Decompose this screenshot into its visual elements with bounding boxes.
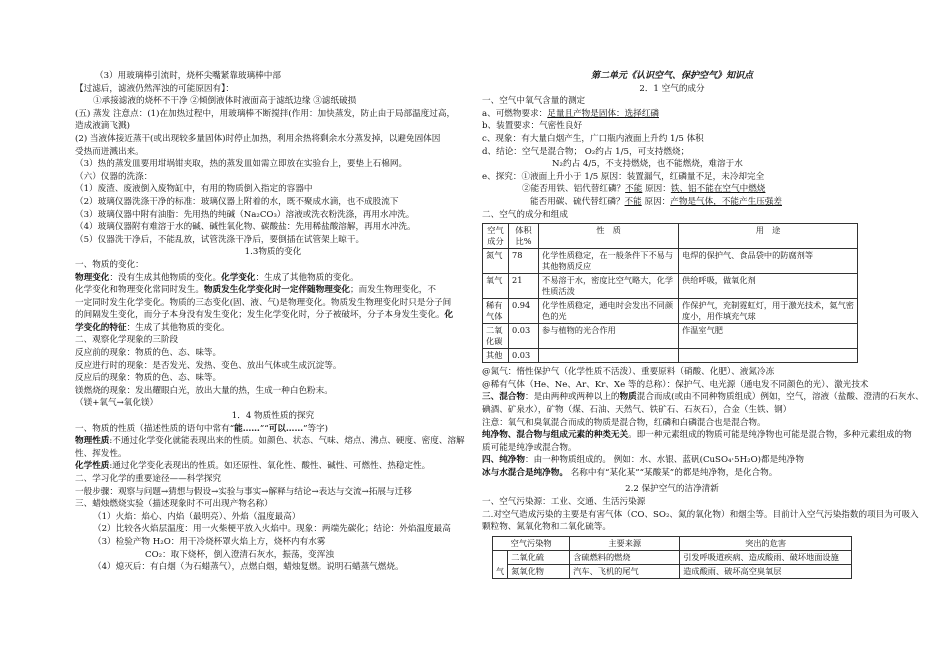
text-line: 一、空气污染源：工业、交通、生活污染源 bbox=[482, 497, 646, 508]
table-row bbox=[483, 299, 858, 324]
section-title: 2.2 保护空气的洁净清新 bbox=[625, 484, 719, 495]
text-line: 镁燃烧的现象：发出耀眼白光，放出大量的热，生成一种白色粉末。 bbox=[75, 385, 333, 396]
text-line: CO₂：取下烧杯，倒入澄清石灰水，振荡，变浑浊 bbox=[145, 549, 334, 560]
text-line: 质可能是纯净或混合物。 bbox=[482, 442, 577, 453]
text-line: （4）熄灭后：有白烟（为石蜡蒸气），点燃白烟，蜡烛复燃。说明石蜡蒸气燃烧。 bbox=[93, 562, 404, 573]
table-header-cell: 空气污染物 bbox=[493, 536, 570, 550]
table-cell: 造成酸雨、破坏高空臭氧层 bbox=[680, 564, 852, 578]
text-line: 冰与水混合是纯净物。 名称中有“某化某”“某酸某”的都是纯净物，是化合物。 bbox=[482, 467, 778, 478]
table-header-cell: 体积比% bbox=[509, 224, 539, 249]
text-line: 一定同时发生化学变化。物质的三态变化(固、液、气)是物理变化。物质发生物理变化时只是分子间 bbox=[75, 297, 452, 308]
text-line: 反应后的现象：物质的色、态、味等。 bbox=[75, 373, 222, 384]
text-line: （镁+氧气→氧化镁） bbox=[75, 398, 159, 409]
table-header-row bbox=[493, 536, 852, 550]
text-line: （3）用玻璃棒引流时，烧杯尖嘴紧靠玻璃棒中部 bbox=[95, 71, 281, 81]
table-cell: 氧气 bbox=[483, 274, 509, 299]
table-cell: 0.03 bbox=[509, 349, 539, 363]
air-pollutant-table bbox=[492, 536, 852, 579]
text-line: ①承接滤液的烧杯不干净 ②倾倒液体时液面高于滤纸边缘 ③滤纸破损 bbox=[93, 96, 357, 107]
term: 学变化的特征 bbox=[75, 322, 127, 333]
text-line: （3）玻璃仪器中附有油脂：先用热的纯碱（Na₂CO₃）溶液或洗衣粉洗涤，再用水冲洗。 bbox=[75, 209, 415, 220]
text-line: a、可燃物要求：足量且产物是固体：选择红磷 bbox=[482, 108, 660, 119]
table-cell: 参与植物的光合作用 bbox=[539, 324, 679, 349]
text-line: 一、空气中氧气含量的测定 bbox=[482, 96, 586, 107]
text-line: N₂约占 4/5，不支持燃烧，也不能燃烧，难溶于水 bbox=[552, 159, 743, 170]
table-row bbox=[483, 249, 858, 274]
table-header-row bbox=[483, 224, 858, 249]
key-point: 冰与水混合是纯净物。 bbox=[482, 467, 568, 478]
section-title: 2．1 空气的成分 bbox=[639, 83, 705, 94]
table-header-cell: 用 途 bbox=[679, 224, 858, 249]
text-line: (五) 蒸发 注意点：(1)在加热过程中，用玻璃棒不断搅拌(作用：加快蒸发，防止由于局部温度过高， bbox=[75, 108, 456, 119]
text-line: 颗粒物、氮氧化物和二氧化硫等。 bbox=[482, 522, 611, 533]
text-line: 造成液滴飞溅) bbox=[75, 121, 130, 132]
text-line: （3）热的蒸发皿要用坩埚钳夹取，热的蒸发皿如需立即放在实验台上，要垫上石棉网。 bbox=[75, 159, 408, 170]
text-line: c、现象：有大量白烟产生，广口瓶内液面上升约 1/5 体积 bbox=[482, 133, 704, 144]
text-line: 反应进行时的现象：是否发光、发热、变色、放出气体或生成沉淀等。 bbox=[75, 360, 342, 371]
text-line: 学变化的特征：生成了其他物质的变化。 bbox=[75, 322, 230, 333]
text-line: 二.对空气造成污染的主要是有害气体（CO、SO₂、氮的氧化物）和烟尘等。目前计入空气污染指数的项目为可吸入 bbox=[482, 509, 919, 520]
text-line: 化学性质:通过化学变化表现出的性质。如还原性、氧化性、酸性、碱性、可燃性、热稳定性。 bbox=[75, 461, 431, 472]
text-line: 的间隔发生变化，而分子本身没有发生变化；发生化学变化时，分子被破坏，分子本身发生变化。化 bbox=[75, 310, 454, 321]
text-line: 【过滤后，滤液仍然浑浊的可能原因有】： bbox=[75, 83, 234, 94]
text-line: （1）火焰：焰心、内焰（最明亮）、外焰（温度最高） bbox=[93, 511, 301, 522]
table-cell: 21 bbox=[509, 274, 539, 299]
table-row bbox=[483, 324, 858, 349]
text-line: 纯净物、混合物与组成元素的种类无关。即一种元素组成的物质可能是纯净物也可能是混合物，多种元素组成的物 bbox=[482, 430, 912, 441]
table-cell: 氮氧化物 bbox=[508, 564, 570, 578]
text-line: （2）比较各火焰层温度：用一火柴梗平放入火焰中。现象：两端先碳化；结论：外焰温度最高 bbox=[93, 524, 451, 535]
text-line: 一般步骤：观察与问题→猜想与假设→实验与事实→解释与结论→表达与交流→拓展与迁移 bbox=[75, 486, 412, 497]
table-cell: 稀有气体 bbox=[483, 299, 509, 324]
text-line: 四、纯净物：由一种物质组成的。 例如：水、水银、蓝矾(CuSO₄·5H₂O)都是纯净物 bbox=[482, 455, 804, 466]
table-cell: 电焊的保护气、食品袋中的防腐剂等 bbox=[679, 249, 858, 274]
text-line: 二、学习化学的重要途径——科学探究 bbox=[75, 474, 222, 484]
term: 四、纯净物 bbox=[482, 455, 525, 466]
text-line: e、探究：①液面上升小于 1/5 原因：装置漏气，红磷量不足，未冷却完全 bbox=[482, 171, 765, 182]
table-header-cell: 性 质 bbox=[539, 224, 679, 249]
table-cell: 氮气 bbox=[483, 249, 509, 274]
text-line: （3）检验产物 H₂O：用干冷烧杯罩火焰上方，烧杯内有水雾 bbox=[93, 536, 326, 547]
text-line: （4）玻璃仪器附有难溶于水的碱、碱性氧化物、碳酸盐：先用稀盐酸溶解，再用水冲洗。 bbox=[75, 222, 416, 233]
text-line: 碘酒、矿泉水），矿物（煤、石油、天然气、铁矿石、石灰石），合金（生铁、钢） bbox=[482, 404, 792, 415]
text-line: 反应前的现象：物质的色、态、味等。 bbox=[75, 348, 222, 359]
section-title: 1．4 物质性质的探究 bbox=[231, 411, 315, 422]
key-point: 纯净物、混合物与组成元素的种类无关 bbox=[482, 430, 629, 441]
term: 化学变化 bbox=[221, 272, 256, 283]
left-column bbox=[75, 70, 471, 574]
text-line: （1）废渣、废液倒入废物缸中，有用的物质倒入指定的容器中 bbox=[75, 184, 313, 195]
table-cell: 其他 bbox=[483, 349, 509, 363]
table-cell: 引发呼吸道疾病、造成酸雨、破坏地面设施 bbox=[680, 550, 852, 564]
text-line: 二、观察化学现象的三阶段 bbox=[75, 335, 179, 346]
text-line: 性、挥发性。 bbox=[75, 448, 127, 459]
text-line: 物理变化：没有生成其他物质的变化。化学变化：生成了其他物质的变化。 bbox=[75, 272, 359, 283]
text-line: (2) 当液体接近蒸干(或出现较多量固体)时停止加热，利用余热将剩余水分蒸发掉，以避免固体因 bbox=[75, 133, 441, 144]
table-row bbox=[493, 550, 852, 564]
term: 化学性质 bbox=[75, 461, 110, 472]
table-cell: 气 bbox=[493, 550, 508, 578]
table-row bbox=[483, 274, 858, 299]
text-line: @稀有气体（He、Ne、Ar、Kr、Xe 等的总称）：保护气、电光源（通电发不同颜色的光）、激光技术 bbox=[482, 379, 869, 390]
table-cell: 作温室气肥 bbox=[679, 324, 858, 349]
text-line: 三、混合物：是由两种或两种以上的物质混合而成(或由不同种物质组成）例如，空气，溶液（盐酸、澄清的石灰水、 bbox=[482, 392, 924, 403]
text-line: 二、空气的成分和组成 bbox=[482, 209, 568, 220]
text-line: 三、蜡烛燃烧实验（描述现象时不可出现产物名称） bbox=[75, 499, 273, 510]
text-line: （5）仪器洗干净后，不能乱放，试管洗涤干净后，要倒插在试管架上晾干。 bbox=[75, 234, 365, 245]
table-cell: 二氧化碳 bbox=[483, 324, 509, 349]
text-line: b、装置要求：气密性良好 bbox=[482, 121, 583, 132]
text-line: （2）玻璃仪器洗涤干净的标准：玻璃仪器上附着的水，既不聚成水滴，也不成股流下 bbox=[75, 196, 399, 207]
air-composition-table bbox=[482, 223, 858, 363]
text-line: d、结论：空气是混合物； O₂约占 1/5，可支持燃烧； bbox=[482, 146, 690, 157]
text-line: 注意：氧气和臭氧混合而成的物质是混合物，红磷和白磷混合也是混合物。 bbox=[482, 417, 766, 428]
term: 物理变化 bbox=[75, 272, 110, 283]
table-cell: 作保护气，充制霓虹灯，用于激光技术，氦气密度小，用作填充气球 bbox=[679, 299, 858, 324]
table-header-cell: 空气成分 bbox=[483, 224, 509, 249]
section-title: 1.3物质的变化 bbox=[244, 247, 302, 258]
table-cell bbox=[679, 349, 858, 363]
text-line: 受热而迸溅出来。 bbox=[75, 146, 144, 157]
text-line: 能否用碳、硫代替红磷？不能 原因：产物是气体，不能产生压强差 bbox=[530, 196, 782, 207]
text-line: ②能否用铁、铝代替红磷？不能 原因：铁、铝不能在空气中燃烧 bbox=[522, 184, 766, 195]
table-cell: 二氧化硫 bbox=[508, 550, 570, 564]
term: 三、混合物 bbox=[482, 392, 525, 403]
table-header-cell: 突出的危害 bbox=[680, 536, 852, 550]
right-column bbox=[482, 70, 924, 579]
key-point: 物质发生化学变化时一定伴随物理变化 bbox=[203, 285, 351, 296]
table-cell bbox=[539, 349, 679, 363]
table-cell: 不易溶于水，密度比空气略大，化学性质活泼 bbox=[539, 274, 679, 299]
table-row bbox=[493, 564, 852, 578]
text-line: 物理性质:不通过化学变化就能表现出来的性质。如颜色、状态、气味、熔点、沸点、硬度、密度、溶解 bbox=[75, 436, 465, 447]
table-header-cell: 主要来源 bbox=[570, 536, 680, 550]
text-line: 一、物质的变化： bbox=[75, 259, 144, 270]
table-cell: 0.03 bbox=[509, 324, 539, 349]
table-cell: 化学性质稳定，在一般条件下不易与其他物质反应 bbox=[539, 249, 679, 274]
table-cell: 0.94 bbox=[509, 299, 539, 324]
text-line: 化学变化和物理变化常同时发生。物质发生化学变化时一定伴随物理变化；而发生物理变化，不 bbox=[75, 285, 436, 296]
text-line: @氮气：惰性保护气（化学性质不活泼）、重要原料（硝酸、化肥）、液氮冷冻 bbox=[482, 367, 775, 378]
text-line: （六）仪器的洗涤： bbox=[75, 171, 153, 182]
table-cell: 78 bbox=[509, 249, 539, 274]
unit-title: 第二单元《认识空气、保护空气》知识点 bbox=[590, 71, 753, 81]
table-cell: 化学性质稳定，通电时会发出不同颜色的光 bbox=[539, 299, 679, 324]
table-cell: 供给呼吸，做氧化剂 bbox=[679, 274, 858, 299]
table-cell: 含硫燃料的燃烧 bbox=[570, 550, 680, 564]
table-row bbox=[483, 349, 858, 363]
term: 物理性质 bbox=[75, 436, 110, 447]
table-cell: 汽车、飞机的尾气 bbox=[570, 564, 680, 578]
text-line: 一、物质的性质（描述性质的语句中常有“能……”“可以……”等字) bbox=[75, 423, 329, 434]
